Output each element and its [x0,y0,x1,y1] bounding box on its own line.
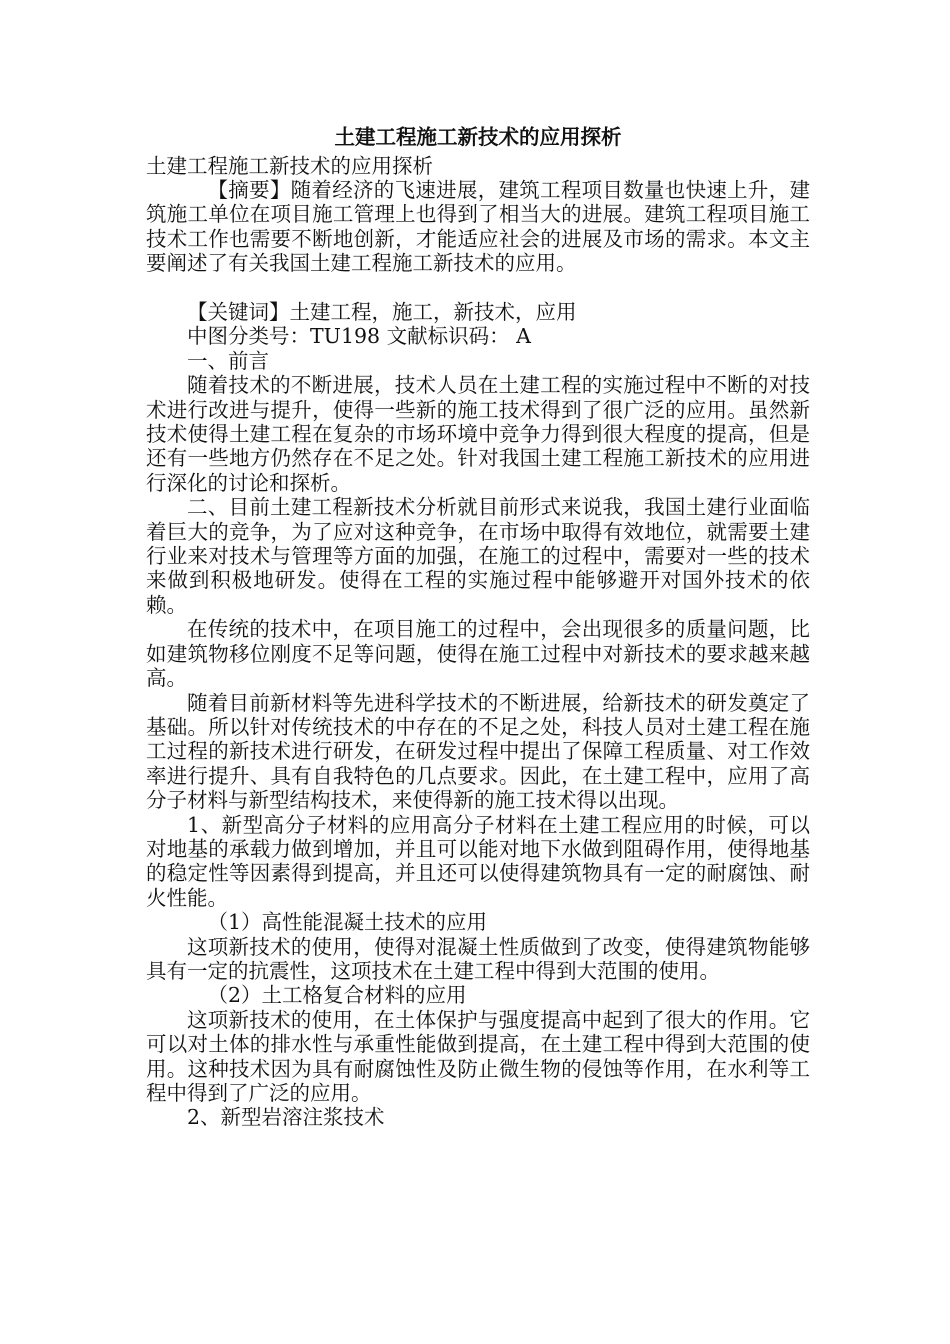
section-heading-preface: 一、前言 [187,348,269,373]
spacer [146,276,810,300]
keywords-line: 【关键词】土建工程，施工，新技术，应用 [187,300,577,325]
classification-line: 中图分类号：TU198 文献标识码： A [187,324,531,349]
body-paragraph: 这项新技术的使用，在土体保护与强度提高中起到了很大的作用。它可以对土体的排水性与承重性能做到提高，在土建工程中得到大范围的使用。这种技术因为具有耐腐蚀性及防止微生物的侵蚀等作用，在水利等工程中得到了广泛的应用。 [146,1007,810,1106]
body-paragraph: 1、新型高分子材料的应用高分子材料在土建工程应用的时候，可以对地基的承载力做到增加，并且可以能对地下水做到阻碍作用，使得地基的稳定性等因素得到提高，并且还可以使得建筑物具有一定的耐腐蚀、耐火性能。 [146,812,810,910]
abstract-paragraph: 【摘要】随着经济的飞速进展，建筑工程项目数量也快速上升，建筑施工单位在项目施工管理上也得到了相当大的进展。建筑工程项目施工技术工作也需要不断地创新，才能适应社会的进展及市场的需求。本文主要阐述了有关我国土建工程施工新技术的应用。 [146,178,810,276]
body-paragraph: 在传统的技术中，在项目施工的过程中，会出现很多的质量问题，比如建筑物移位刚度不足等问题，使得在施工过程中对新技术的要求越来越高。 [146,617,810,691]
subsection-heading: （2）土工格复合材料的应用 [207,983,467,1008]
body-paragraph: 这项新技术的使用，使得对混凝土性质做到了改变，使得建筑物能够具有一定的抗震性，这项技术在土建工程中得到大范围的使用。 [146,934,810,983]
body-paragraph: 随着技术的不断进展，技术人员在土建工程的实施过程中不断的对技术进行改进与提升，使得一些新的施工技术得到了很广泛的应用。虽然新技术使得土建工程在复杂的市场环境中竞争力得到很大程度的提高，但是还有一些地方仍然存在不足之处。针对我国土建工程施工新技术的应用进行深化的讨论和探析。 [146,373,810,495]
subsection-heading: （1）高性能混凝土技术的应用 [207,910,488,935]
document-page [146,120,810,1130]
document-subtitle: 土建工程施工新技术的应用探析 [146,154,433,178]
subsection-heading: 2、新型岩溶注浆技术 [187,1105,385,1130]
body-paragraph: 二、目前土建工程新技术分析就目前形式来说我，我国土建行业面临着巨大的竞争，为了应对这种竞争，在市场中取得有效地位，就需要土建行业来对技术与管理等方面的加强，在施工的过程中，需要对一些的技术来做到积极地研发。使得在工程的实施过程中能够避开对国外技术的依赖。 [146,495,810,617]
document-title: 土建工程施工新技术的应用探析 [334,125,622,149]
body-paragraph: 随着目前新材料等先进科学技术的不断进展，给新技术的研发奠定了基础。所以针对传统技术的中存在的不足之处，科技人员对土建工程在施工过程的新技术进行研发，在研发过程中提出了保障工程质量、对工作效率进行提升、具有自我特色的几点要求。因此，在土建工程中，应用了高分子材料与新型结构技术，来使得新的施工技术得以出现。 [146,690,810,813]
